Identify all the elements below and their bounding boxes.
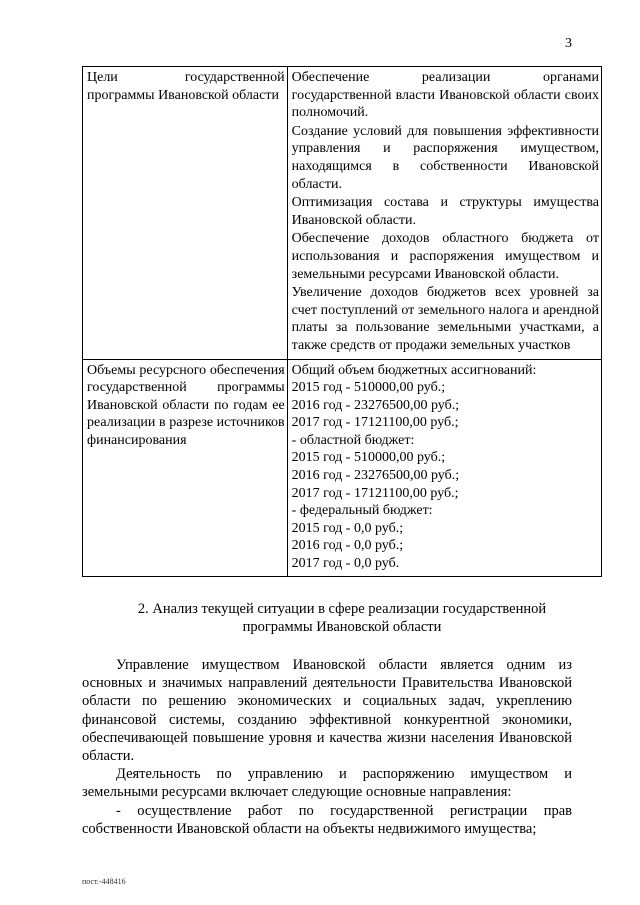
funding-line: 2016 год - 0,0 руб.; [291, 538, 404, 554]
funding-line: 2015 год - 510000,00 руб.; [291, 380, 446, 396]
body-text [82, 656, 572, 838]
funding-line: - областной бюджет: [291, 432, 415, 448]
funding-line: 2017 год - 0,0 руб. [291, 556, 400, 572]
goal-paragraph: Оптимизация состава и структуры имущества Ивановской области. [291, 195, 599, 228]
program-passport-table [82, 66, 602, 577]
goal-paragraph: Увеличение доходов бюджетов всех уровней за счет поступлений от земельного налога и арендной платы за пользование земельными участками, а также средств от продажи земельных участков [291, 285, 599, 353]
funding-line: 2015 год - 0,0 руб.; [291, 520, 404, 536]
body-paragraph: Управление имуществом Ивановской области является одним из основных и значимых направлений деятельности Правительства Ивановской области по решению экономических и социальных задач, укреплению финансовой системы, созданию эффективной конкурентной экономики, обеспечивающей повышение уровня и качества жизни населения Ивановской области. [82, 657, 572, 765]
funding-line: Общий объем бюджетных ассигнований: [291, 362, 537, 378]
table-row-funding [83, 359, 602, 576]
funding-line: - федеральный бюджет: [291, 503, 433, 519]
section-title [82, 600, 602, 636]
goal-paragraph: Обеспечение доходов областного бюджета от использования и распоряжения имуществом и земельными ресурсами Ивановской области. [291, 231, 599, 282]
section-title-line: 2. Анализ текущей ситуации в сфере реализации государственной [137, 601, 547, 617]
funding-line: 2015 год - 510000,00 руб.; [291, 450, 446, 466]
section-title-line: программы Ивановской области [242, 619, 442, 635]
goal-paragraph: Создание условий для повышения эффективности управления и распоряжения имуществом, находящимся в собственности Ивановской области. [291, 123, 599, 192]
body-paragraph: - осуществление работ по государственной регистрации прав собственности Ивановской области на объекты недвижимого имущества; [82, 802, 572, 837]
document-code: пост.-448416 [82, 877, 126, 886]
goals-label: Цели государственной программы Ивановской области [83, 67, 288, 360]
goals-value [287, 67, 601, 360]
funding-line: 2017 год - 17121100,00 руб.; [291, 485, 459, 501]
funding-line: 2016 год - 23276500,00 руб.; [291, 468, 460, 484]
funding-label: Объемы ресурсного обеспечения государственной программы Ивановской области по годам ее реализации в разрезе источников финансирования [83, 359, 288, 576]
funding-line: 2016 год - 23276500,00 руб.; [291, 397, 460, 413]
page-number: 3 [565, 36, 572, 51]
funding-line: 2017 год - 17121100,00 руб.; [291, 415, 459, 431]
table-row-goals [83, 67, 602, 360]
body-paragraph: Деятельность по управлению и распоряжению имуществом и земельными ресурсами включает следующие основные направления: [82, 766, 572, 801]
goal-paragraph: Обеспечение реализации органами государственной власти Ивановской области своих полномочий. [291, 70, 599, 121]
funding-value [287, 359, 601, 576]
